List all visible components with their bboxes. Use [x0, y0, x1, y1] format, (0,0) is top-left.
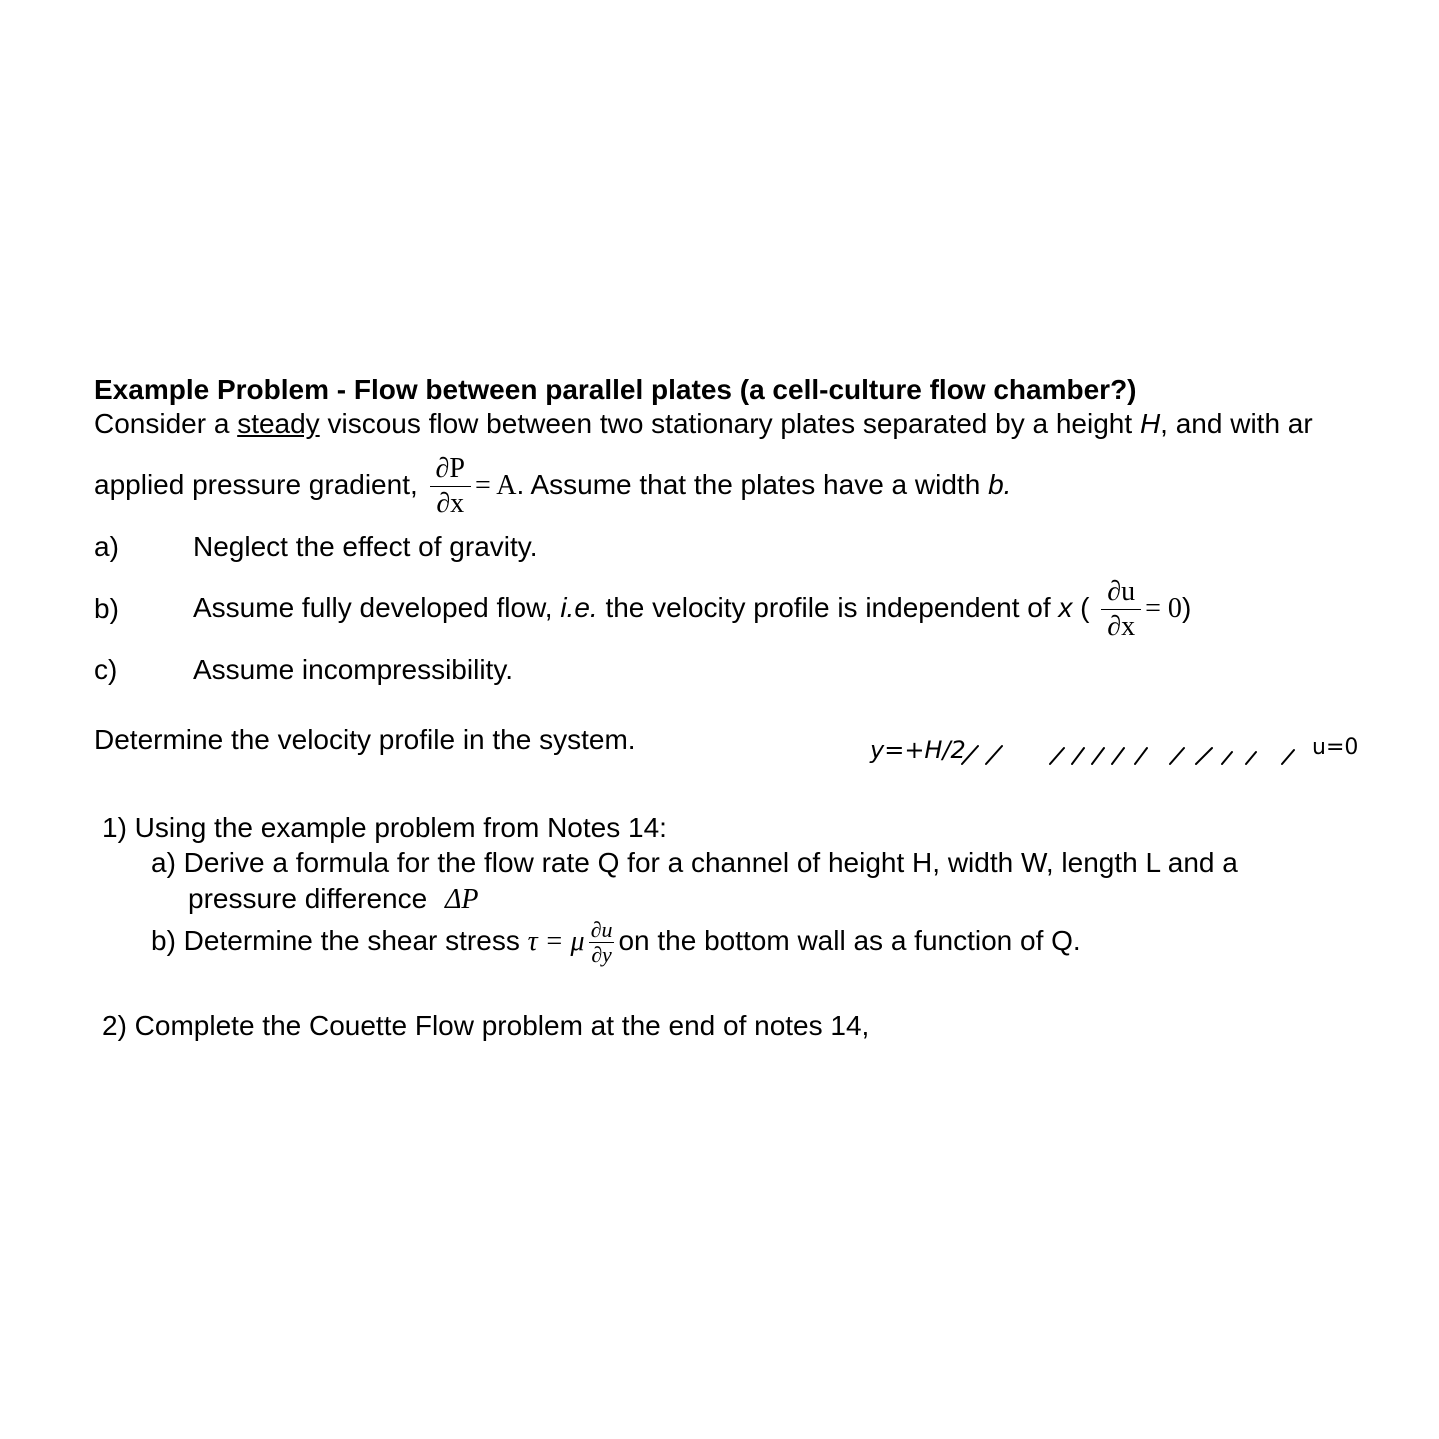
intro-text-2: viscous flow between two stationary plates separated by a height [319, 408, 1140, 439]
shear-denominator: ∂y [591, 942, 612, 967]
example-title: Example Problem - Flow between parallel plates (a cell-culture flow chamber?) [94, 374, 1137, 405]
question-1a-pressure: pressure difference [188, 883, 428, 914]
question-1b [151, 918, 1081, 967]
gradient-suffix: . Assume that the plates have a width [516, 468, 989, 500]
item-a-marker: a) [94, 531, 119, 562]
item-b-marker: b) [94, 593, 119, 624]
gradient-denominator: ∂x [436, 488, 465, 519]
item-b-x: x [1058, 591, 1073, 623]
hatch-mark [1072, 748, 1084, 764]
item-b-text [193, 575, 1191, 644]
item-b-ie: i.e. [560, 591, 598, 623]
gradient-prefix: applied pressure gradient, [94, 468, 418, 500]
item-b-close: ) [1181, 591, 1192, 623]
hatch-mark [1112, 748, 1124, 764]
velocity-numerator: ∂u [1101, 575, 1141, 610]
shear-stress-symbol: τ = μ [527, 925, 585, 957]
item-b-text-1: Assume fully developed flow, [193, 591, 561, 623]
sketch-left-label: y=+H/2 [870, 736, 966, 764]
item-b-text-2: the velocity profile is independent of [597, 591, 1059, 623]
pressure-gradient-fraction [430, 452, 471, 521]
hatch-mark [1282, 750, 1294, 764]
question-1: 1) Using the example problem from Notes 14: [102, 812, 667, 843]
gradient-b: b. [988, 468, 1012, 500]
question-2: 2) Complete the Couette Flow problem at the end of notes 14, [102, 1010, 870, 1041]
hatch-marks [962, 746, 1294, 764]
question-1a-line-2 [188, 882, 479, 917]
hatch-mark [1170, 748, 1184, 764]
item-c-marker: c) [94, 654, 118, 685]
intro-text-1: Consider a [94, 408, 238, 439]
shear-numerator: ∂u [590, 917, 613, 942]
intro-steady: steady [237, 408, 320, 439]
item-c-text: Assume incompressibility. [193, 654, 514, 685]
item-a-text: Neglect the effect of gravity. [193, 531, 538, 562]
hatch-mark [1246, 752, 1256, 764]
hatch-mark [1135, 748, 1147, 764]
gradient-line [94, 452, 1011, 521]
gradient-equals: = A [474, 469, 517, 501]
velocity-denominator: ∂x [1107, 611, 1136, 642]
hatch-mark [1222, 752, 1232, 764]
item-b-text-3: ( [1072, 591, 1090, 623]
determine-text: Determine the velocity profile in the system. [94, 724, 636, 755]
intro-line [94, 407, 1313, 441]
hatch-mark [1050, 748, 1064, 764]
intro-H: H [1139, 408, 1161, 439]
intro-text-3: , and with ar [1160, 408, 1313, 439]
velocity-equals: = 0 [1145, 592, 1182, 624]
plate-sketch [860, 720, 1380, 780]
hatch-mark [1196, 748, 1212, 764]
hatch-mark [986, 746, 1002, 764]
shear-fraction [589, 918, 615, 967]
question-1a-line-1: a) Derive a formula for the flow rate Q for a channel of height H, width W, length L and a [151, 847, 1238, 878]
velocity-gradient-fraction [1101, 575, 1141, 644]
question-1b-suffix: on the bottom wall as a function of Q. [618, 924, 1081, 956]
gradient-numerator: ∂P [430, 452, 471, 487]
question-1a-delta-p: ΔP [444, 884, 479, 915]
hatch-mark [1092, 748, 1104, 764]
sketch-right-label: u=0 [1312, 735, 1359, 760]
question-1b-prefix: b) Determine the shear stress [151, 924, 520, 956]
